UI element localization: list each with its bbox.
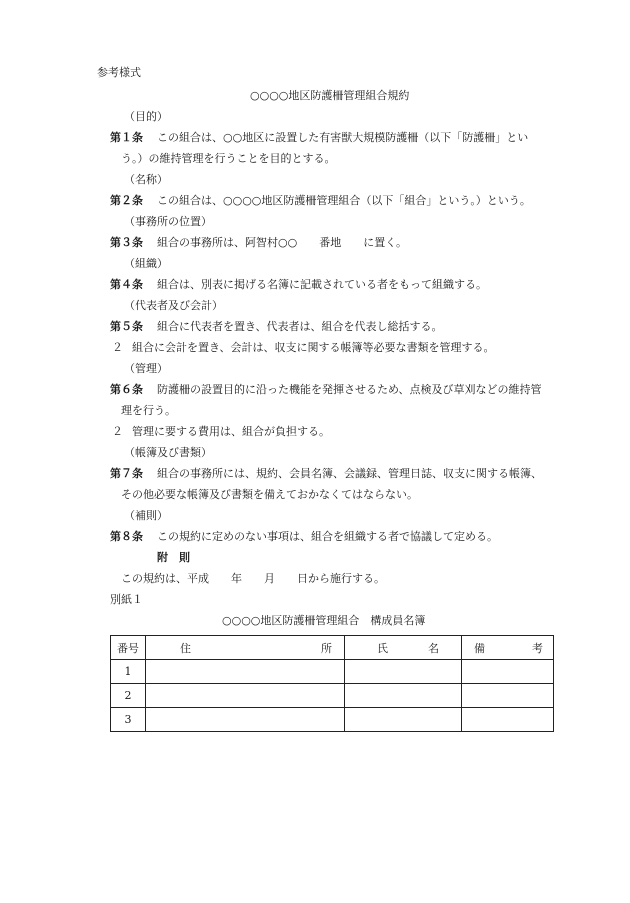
row-number: 2: [111, 684, 146, 708]
form-label: 参考様式: [97, 66, 141, 79]
article-number: 第４条: [110, 278, 143, 291]
table-row: [111, 684, 554, 708]
name-cell: [345, 708, 462, 732]
article-text: う。）の維持管理を行うことを目的とする。: [121, 152, 336, 165]
row-number: 3: [111, 708, 146, 732]
rules-title: ○○○○地区防護柵管理組合規約: [250, 89, 410, 102]
member-roster-table: [110, 635, 554, 732]
article-heading: （管理）: [124, 362, 168, 375]
paragraph-number: ２: [112, 425, 123, 438]
article-heading: （組織）: [124, 257, 168, 270]
article-number: 第５条: [110, 320, 143, 333]
article-text: 理を行う。: [121, 404, 176, 417]
name-cell: [345, 684, 462, 708]
article-text: 組合は、別表に掲げる名簿に記載されている者をもって組織する。: [157, 278, 487, 291]
roster-title: ○○○○地区防護柵管理組合 構成員名簿: [222, 614, 426, 627]
article-heading: （帳簿及び書類）: [124, 446, 212, 459]
column-header-number: 番号: [111, 636, 146, 660]
row-number: 1: [111, 660, 146, 684]
article-heading: （名称）: [124, 173, 168, 186]
name-cell: [345, 660, 462, 684]
article-text: この組合は、○○地区に設置した有害獣大規模防護柵（以下「防護柵」とい: [157, 131, 529, 144]
table-row: [111, 708, 554, 732]
table-header-row: [111, 636, 554, 660]
attachment-label: 別紙１: [110, 593, 143, 606]
table-row: [111, 660, 554, 684]
article-number: 第３条: [110, 236, 143, 249]
article-text: この規約に定めのない事項は、組合を組織する者で協議して定める。: [157, 530, 498, 543]
address-cell: [146, 708, 345, 732]
article-number: 第６条: [110, 383, 143, 396]
column-header-address: 住 所: [146, 636, 345, 660]
remarks-cell: [462, 684, 554, 708]
paragraph-number: ２: [112, 341, 123, 354]
article-text: 組合の事務所には、規約、会員名簿、会議録、管理日誌、収支に関する帳簿、: [157, 467, 542, 480]
article-heading: （事務所の位置）: [124, 215, 212, 228]
article-text: その他必要な帳簿及び書類を備えておかなくてはならない。: [121, 488, 418, 501]
article-number: 第２条: [110, 194, 143, 207]
article-text: 組合に代表者を置き、代表者は、組合を代表し総括する。: [157, 320, 443, 333]
article-number: 第１条: [110, 131, 143, 144]
article-number: 第８条: [110, 530, 143, 543]
article-text: この組合は、○○○○地区防護柵管理組合（以下「組合」という。）という。: [157, 194, 531, 207]
address-cell: [146, 660, 345, 684]
article-number: 第７条: [110, 467, 143, 480]
column-header-remarks: 備 考: [462, 636, 554, 660]
article-heading: （目的）: [124, 110, 168, 123]
remarks-cell: [462, 660, 554, 684]
address-cell: [146, 684, 345, 708]
article-text: 組合の事務所は、阿智村○○ 番地 に置く。: [157, 236, 407, 249]
paragraph-text: 組合に会計を置き、会計は、収支に関する帳簿等必要な書類を管理する。: [132, 341, 495, 354]
column-header-name: 氏 名: [345, 636, 462, 660]
paragraph-text: 管理に要する費用は、組合が負担する。: [132, 425, 330, 438]
supplementary-heading: 附 則: [157, 551, 190, 564]
article-text: 防護柵の設置目的に沿った機能を発揮させるため、点検及び草刈などの維持管: [157, 383, 542, 396]
supplementary-text: この規約は、平成 年 月 日から施行する。: [121, 572, 385, 585]
article-heading: （代表者及び会計）: [124, 299, 223, 312]
remarks-cell: [462, 708, 554, 732]
article-heading: （補則）: [124, 509, 168, 522]
